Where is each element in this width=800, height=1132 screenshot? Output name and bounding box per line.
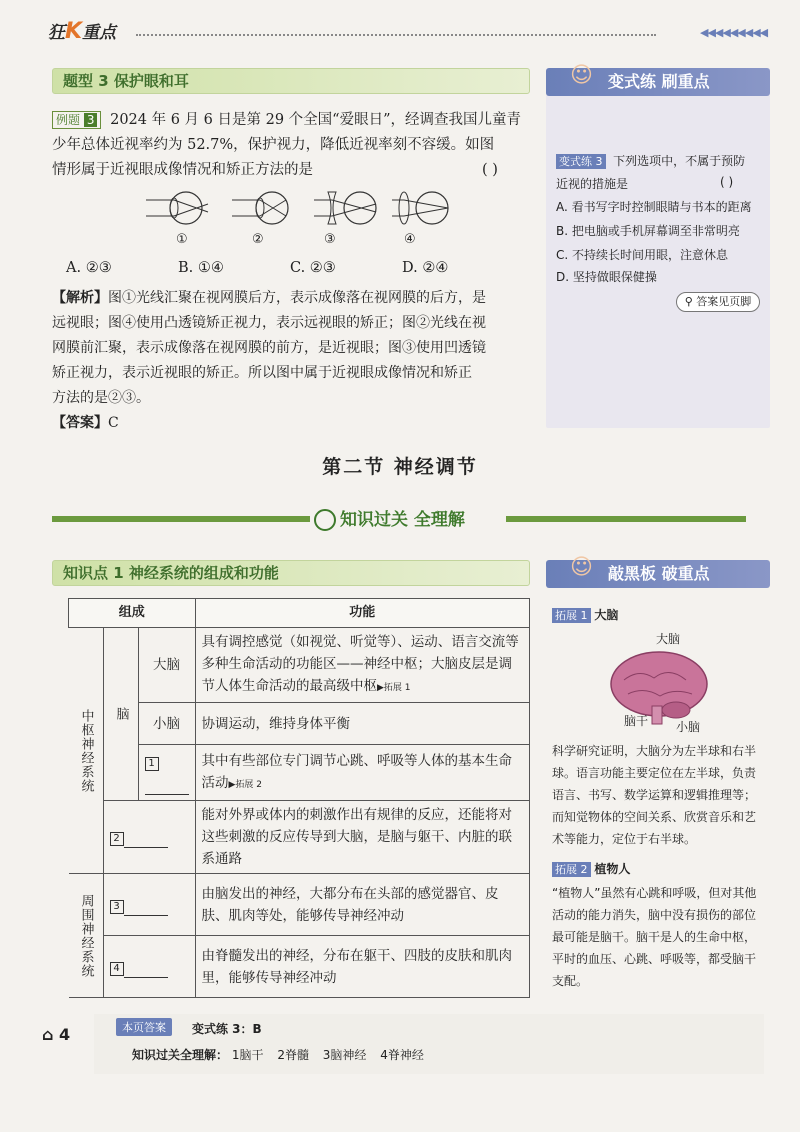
row-name-cerebrum: 大脑: [138, 628, 195, 703]
blank-number: 1: [145, 757, 159, 771]
kp-title: [314, 505, 465, 531]
example-tag: [52, 111, 101, 129]
example-number: 3: [84, 113, 98, 127]
footer-line-2: [132, 1046, 424, 1063]
exercise-option-a: A. 看书写字时控制眼睛与书本的距离: [556, 200, 752, 214]
analysis-tag: 【解析】: [52, 290, 108, 306]
figure-label-3: ③: [324, 232, 336, 247]
figure-1-farsighted: [146, 192, 208, 224]
exercise-option-b: B. 把电脑或手机屏幕调至非常明亮: [556, 224, 740, 238]
brain-label-cerebellum: 小脑: [676, 720, 701, 734]
ext-link-2[interactable]: ▶拓展 2: [228, 779, 263, 790]
type3-banner: 题型 3 保护眼和耳: [52, 68, 530, 94]
page-header: [0, 0, 800, 50]
ext2-number: 2: [580, 863, 588, 876]
side-exercise-title: 变式练 刷重点: [608, 72, 710, 91]
analysis-line-5: 方法的是②③。: [52, 390, 150, 406]
kp-divider-left: [52, 516, 310, 522]
ext2-title: 植物人: [594, 862, 631, 876]
options-row: [66, 256, 526, 281]
figure-label-2: ②: [252, 232, 264, 247]
blank-number: 3: [110, 900, 124, 914]
table-row: [69, 703, 530, 745]
exercise-paren: ( ): [720, 175, 734, 189]
question-line-3: 情形属于近视眼成像情况和矫正方法的是: [52, 162, 313, 178]
header-arrows: ◀◀◀◀◀◀◀◀◀: [700, 26, 768, 39]
figure-label-1: ①: [176, 232, 188, 247]
question-line-2: 少年总体近视率约为 52.7%，保护视力，降低近视率刻不容缓。如图: [52, 137, 495, 153]
logo-text-a: 狂: [48, 23, 65, 43]
question-line-1: 2024 年 6 月 6 日是第 29 个全国“爱眼日”，经调查我国儿童青: [110, 112, 521, 128]
kp-title-text: 知识过关 全理解: [340, 510, 465, 530]
ext1-tag: [552, 608, 591, 623]
fill-blank[interactable]: [124, 902, 168, 916]
figure-2-myopia: [232, 192, 288, 224]
footer-answer-label: 本页答案: [116, 1018, 172, 1036]
ext2-text: “植物人”虽然有心跳和呼吸，但对其他活动的能力消失，脑中没有损伤的部位最可能是脑干。脑干是人的生命中枢，平时的血压、心跳、呼吸等，都受脑干支配。: [552, 886, 757, 988]
answer-tag: 【答案】: [52, 415, 108, 431]
func-text: 其中有些部位专门调节心跳、呼吸等人体的基本生命活动: [201, 752, 512, 791]
row-func-brainstem: [195, 745, 530, 801]
option-c: C. ②③: [290, 260, 336, 276]
row-name-cerebellum: 小脑: [138, 703, 195, 745]
footer-blank-4: 4脊神经: [380, 1048, 424, 1062]
func-text: 具有调控感觉（如视觉、听觉等）、运动、语言交流等多种生命活动的功能区——神经中枢；大脑皮层是调节人体生命活动的最高级中枢: [201, 634, 519, 694]
row-func-cerebellum: 协调运动，维持身体平衡: [195, 703, 530, 745]
eye-lens-figures: [146, 186, 456, 232]
side-knowledge-banner: [546, 555, 770, 588]
col-header-function: 功能: [195, 599, 530, 628]
brand-logo: [48, 18, 116, 44]
fill-blank[interactable]: [145, 781, 189, 795]
row-name-blank-1: [138, 745, 195, 801]
table-row: [69, 874, 530, 936]
figure-4-convex-lens: [392, 192, 448, 224]
side-knowledge-title: 敲黑板 破重点: [608, 564, 710, 583]
row-name-blank-2: [103, 801, 195, 874]
row-func-spinal-cord: 能对外界或体内的刺激作出有规律的反应，还能将对这些刺激的反应传导到大脑，是脑与躯干、内脏的联系通路: [195, 801, 530, 874]
table-header-row: [69, 599, 530, 628]
answer-paren: ( ): [482, 162, 498, 178]
row-func-spinal-nerves: 由脊髓发出的神经，分布在躯干、四肢的皮肤和肌肉里，能够传导神经冲动: [195, 936, 530, 998]
analysis-line-4: 矫正视力，表示近视眼的矫正。所以图中属于近视眼成像情况和矫正: [52, 365, 472, 381]
analysis-line-3: 网膜前汇聚，表示成像落在视网膜的前方，是近视眼；图③使用凹透镜: [52, 340, 486, 356]
analysis: [52, 286, 532, 436]
section-title: 第二节 神经调节: [322, 456, 478, 478]
row-name-blank-3: [103, 874, 195, 936]
ext2-tag-label: 拓展: [555, 863, 577, 876]
footer-blank-3: 3脑神经: [322, 1048, 367, 1062]
side-exercise-banner: [546, 63, 770, 96]
logo-text-b: 重点: [82, 23, 117, 43]
answer-see-footer-button[interactable]: ⚲ 答案见页脚: [676, 292, 760, 312]
option-a: A. ②③: [66, 260, 112, 276]
exercise-q1: 下列选项中，不属于预防: [613, 154, 746, 168]
figure-label-4: ④: [404, 232, 416, 247]
footer-blank-2: 2脊髓: [277, 1048, 309, 1062]
kp1-banner: 知识点 1 神经系统的组成和功能: [52, 560, 530, 586]
ext1-heading: [552, 604, 764, 626]
side-exercise-question: [556, 152, 766, 192]
page-number: ⌂ 4: [42, 1025, 71, 1044]
ext1-text: 科学研究证明，大脑分为左半球和右半球。语言功能主要定位在左半球，负责语言、书写、数学运算和逻辑推理等；而知觉物体的空间关系、欣赏音乐和艺术等能力，定位于右半球。: [552, 744, 757, 846]
mascot-icon: ☺: [570, 63, 593, 88]
answer-see-footer-label: 答案见页脚: [696, 295, 752, 308]
analysis-line-2: 远视眼；图④使用凸透镜矫正视力，表示远视眼的矫正；图②光线在视: [52, 315, 486, 331]
answer-value: C: [108, 415, 119, 431]
fill-blank[interactable]: [124, 964, 168, 978]
exercise-option-c: C. 不持续长时间用眼，注意休息: [556, 248, 729, 262]
table-row: [69, 745, 530, 801]
brain-label-cerebrum: 大脑: [656, 632, 681, 646]
option-b: B. ①④: [178, 260, 224, 276]
example-question: [52, 108, 530, 183]
table-row: [69, 801, 530, 874]
ext1-tag-label: 拓展: [555, 609, 577, 622]
blank-number: 4: [110, 962, 124, 976]
exercise-option-d: D. 坚持做眼保健操: [556, 270, 657, 284]
ext1-title: 大脑: [594, 608, 619, 622]
option-d: D. ②④: [402, 260, 449, 276]
central-nervous-label: 中枢神经系统: [69, 628, 104, 874]
table-row: [69, 628, 530, 703]
header-dotted-line: [136, 34, 656, 36]
mascot-icon: ☺: [570, 555, 593, 580]
example-tag-label: 例题: [56, 113, 81, 127]
fill-blank[interactable]: [124, 834, 168, 848]
page-number-value: 4: [59, 1025, 71, 1044]
brain-group-label: 脑: [103, 628, 138, 801]
knowledge-icon: [314, 509, 336, 531]
logo-k: K: [65, 19, 83, 44]
blank-number: 2: [110, 832, 124, 846]
figure-3-concave-lens: [314, 192, 376, 224]
exercise-number: 3: [595, 155, 603, 168]
peripheral-nervous-label: 周围神经系统: [69, 874, 104, 998]
exercise-q2: 近视的措施是: [556, 177, 629, 191]
ext2-tag: [552, 862, 591, 877]
exercise-tag: [556, 154, 606, 169]
analysis-line-1: 图①光线汇聚在视网膜后方，表示成像落在视网膜的后方，是: [108, 290, 486, 306]
ext1-number: 1: [580, 609, 588, 622]
ext-link-1[interactable]: ▶拓展 1: [377, 683, 411, 693]
footer-blank-1: 1脑干: [231, 1048, 264, 1062]
brain-label-brainstem: 脑干: [624, 714, 649, 728]
table-row: [69, 936, 530, 998]
kp-divider-right: [506, 516, 746, 522]
row-func-cranial-nerves: 由脑发出的神经，大都分布在头部的感觉器官、皮肤、肌肉等处，能够传导神经冲动: [195, 874, 530, 936]
footer-line-2-label: 知识过关全理解：: [132, 1048, 229, 1062]
footer-line-1: 变式练 3：B: [192, 1022, 262, 1036]
nervous-system-table: [68, 598, 530, 998]
row-func-cerebrum: [195, 628, 530, 703]
col-header-composition: 组成: [69, 599, 196, 628]
ext2-heading: [552, 858, 764, 880]
exercise-tag-label: 变式练: [559, 155, 592, 168]
row-name-blank-4: [103, 936, 195, 998]
